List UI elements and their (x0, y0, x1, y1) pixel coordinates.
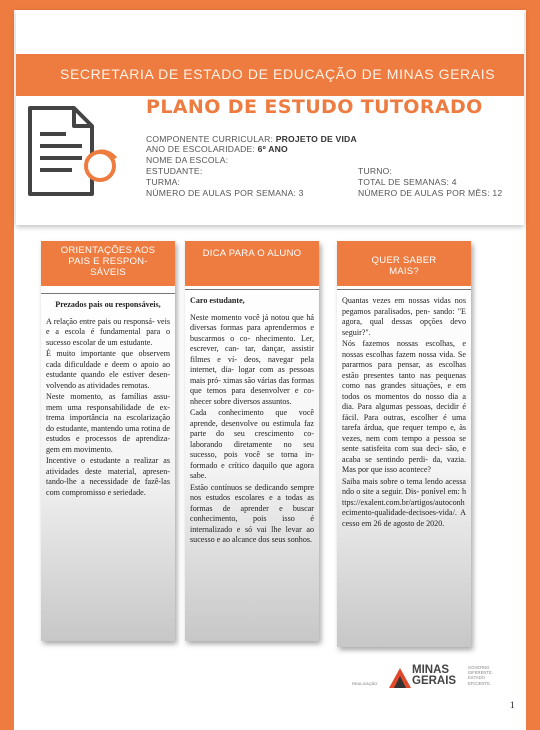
componente-value: PROJETO DE VIDA (275, 134, 357, 144)
dica-box (185, 241, 319, 641)
brand-tagline: GOVERNO DIFERENTE. ESTADO EFICIENTE. (468, 665, 493, 686)
orientacoes-body (41, 293, 175, 641)
ano-line (146, 144, 288, 154)
orientacoes-paragraph: Neste momento, as famílias assu- mem uma responsabilidade de ex- trema importância na escolarização do estudante, mantendo uma rotina de estudos e processos de aprendiza- gem em movimento. (46, 392, 170, 454)
orientacoes-heading: Prezados pais ou responsáveis, (55, 300, 161, 309)
secretaria-banner (16, 54, 524, 96)
dica-title: DICA PARA O ALUNO (185, 241, 319, 286)
orientacoes-title: ORIENTAÇÕES AOS PAIS E RESPON- SÁVEIS (41, 241, 175, 286)
ano-value: 6º ANO (257, 144, 288, 154)
turno-label: TURNO: (358, 166, 393, 176)
dica-heading: Caro estudante, (190, 296, 245, 305)
header-card (16, 10, 524, 225)
secretaria-title: SECRETARIA DE ESTADO DE EDUCAÇÃO DE MINAS GERAIS (60, 66, 496, 82)
quer-saber-paragraph: Nós fazemos nossas escolhas, e nossas escolhas fazem nossa vida. Se pararmos para pensar, as escolhas estão presentes tanto nas pequenas como nas grandes situações, e em todos os momentos do nosso dia a dia. Para algumas pessoas, decidir é fácil. Para outras, escolher é uma tarefa árdua, que requer tempo e, às vezes, nem com tempo a pessoa se sente satisfeita com sua deci- são, e acaba se sentindo perdi- da, vazia. Mas por que isso acontece? (342, 339, 466, 474)
aulas-semana-label: NÚMERO DE AULAS POR SEMANA: 3 (146, 188, 304, 198)
quer-saber-paragraph: Quantas vezes em nossas vidas nos pegamos paralisados, pen- sando: "E agora, qual dessas opções devo seguir?". (342, 296, 466, 337)
brand-name: MINAS GERAIS (412, 664, 457, 687)
escola-label: NOME DA ESCOLA: (146, 155, 229, 165)
minas-gerais-brand (352, 652, 502, 696)
orientacoes-paragraph: Incentive o estudante a realizar as atividades deste material, apresen- tando-lhe a necessidade de fazê-las com compromisso e seriedade. (46, 456, 170, 497)
page-number: 1 (510, 700, 515, 710)
quer-saber-body (337, 289, 471, 647)
dica-paragraph: Cada conhecimento que você aprende, desenvolve ou estimula faz parte do seu crescimento co- laborando diretamente no seu sucesso, pois você se torna in- formado e crítico daquilo que agora sabe. (190, 408, 314, 480)
dica-paragraph: Estão contínuos se dedicando sempre nos estudos escolares e a todas as formas de aprender e buscar conhecimento, pois isso é internalizado e só vai lhe levar ao sucesso e ao alcance dos seus sonhos. (190, 482, 314, 544)
realizacao-label: REALIZAÇÃO (352, 681, 378, 686)
page (14, 10, 526, 730)
dica-paragraph: Neste momento você já notou que há diversas formas para aprendermos e buscarmos o co- nhecimento. Ler, escrever, can- tar, dançar, assistir filmes e ví- deos, navegar pela internet, dia- logar com as pessoas mais pró- ximas são várias das formas que temos para desenvolver e co- nhecer sobre diversos assuntos. (190, 312, 314, 406)
orientacoes-paragraph: É muito importante que observem cada dificuldade e deem o apoio ao estudante quando ele estiver desen- volvendo as atividades remotas. (46, 349, 170, 390)
orientacoes-box (41, 241, 175, 641)
estudante-label: ESTUDANTE: (146, 166, 203, 176)
orientacoes-paragraph: A relação entre pais ou responsá- veis e a escola é fundamental para o sucesso escolar de um estudante. (46, 316, 170, 347)
aulas-mes-label: NÚMERO DE AULAS POR MÊS: 12 (358, 188, 503, 198)
componente-label: COMPONENTE CURRICULAR: (146, 134, 274, 144)
turma-label: TURMA: (146, 177, 181, 187)
componente-line (146, 134, 357, 144)
dica-body (185, 289, 319, 641)
document-icon (22, 104, 122, 202)
ano-label: ANO DE ESCOLARIDADE: (146, 144, 256, 154)
quer-saber-title: QUER SABER MAIS? (337, 241, 471, 286)
minas-gerais-logo-icon (387, 666, 413, 690)
quer-saber-paragraph: Saiba mais sobre o tema lendo acessando o site a seguir. Dis- ponível em: https://exalent.com.br/artigos/autoconhecimento-qualidade-decisoes-vida/. Acesso em 26 de agosto de 2020. (342, 476, 466, 528)
quer-saber-box (337, 241, 471, 647)
plan-title: PLANO DE ESTUDO TUTORADO (146, 96, 483, 118)
total-semanas-label: TOTAL DE SEMANAS: 4 (358, 177, 457, 187)
